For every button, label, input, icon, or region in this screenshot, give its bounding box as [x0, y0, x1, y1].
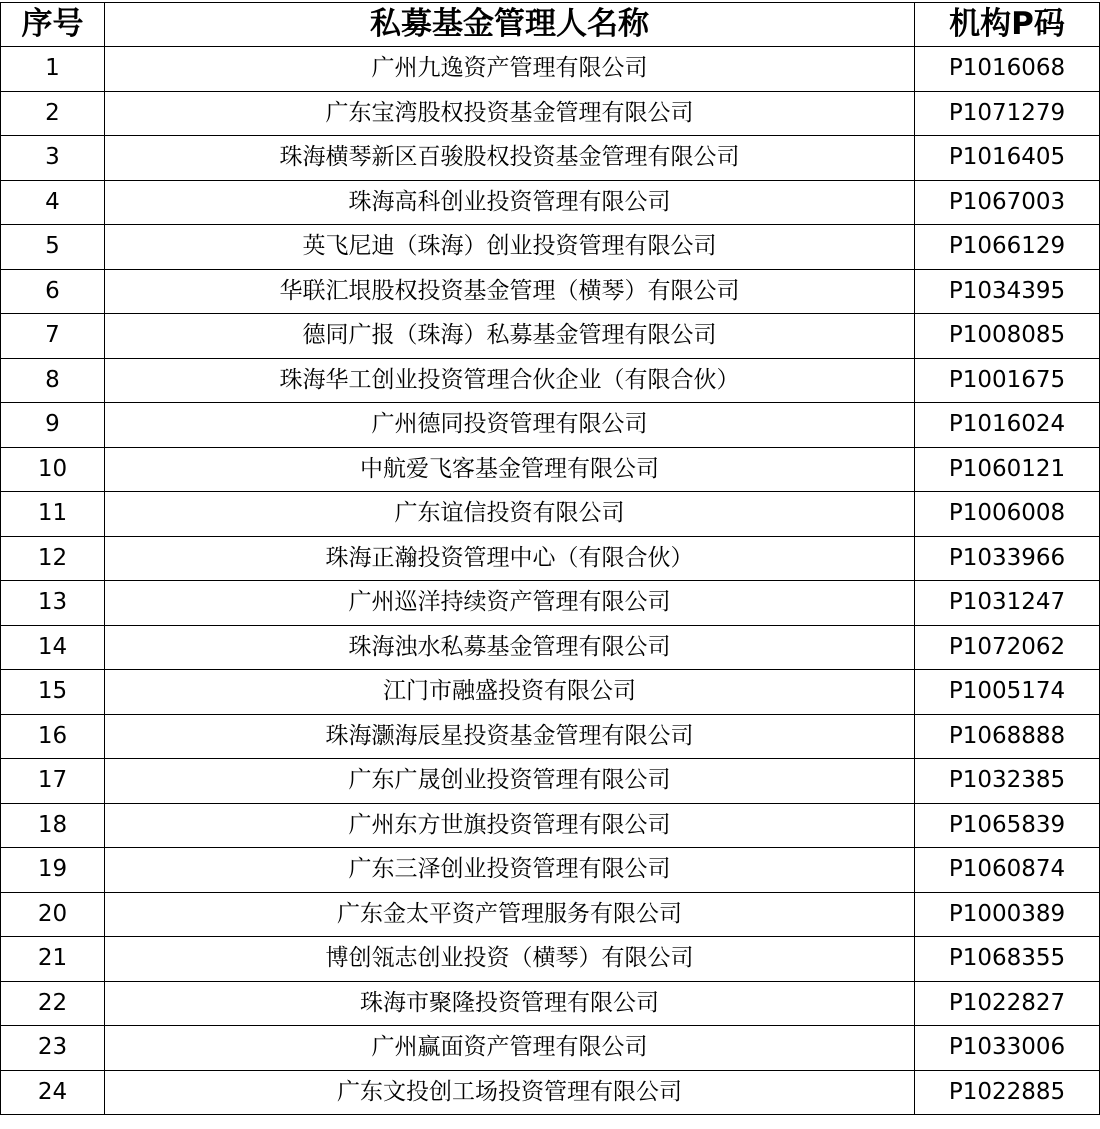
institution-code-cell: P1005174	[915, 670, 1100, 715]
manager-name-cell: 广州东方世旗投资管理有限公司	[105, 803, 915, 848]
table-row	[1, 1026, 1100, 1071]
manager-name-cell: 珠海正瀚投资管理中心（有限合伙）	[105, 536, 915, 581]
table-row	[1, 981, 1100, 1026]
row-index-cell: 14	[1, 625, 105, 670]
table-row	[1, 91, 1100, 136]
institution-code-cell: P1071279	[915, 91, 1100, 136]
row-index-cell: 4	[1, 180, 105, 225]
header-code: 机构P码	[915, 3, 1100, 47]
institution-code-cell: P1067003	[915, 180, 1100, 225]
manager-name-cell: 江门市融盛投资有限公司	[105, 670, 915, 715]
table-row	[1, 358, 1100, 403]
table-row	[1, 581, 1100, 626]
institution-code-cell: P1060874	[915, 848, 1100, 893]
row-index-cell: 12	[1, 536, 105, 581]
institution-code-cell: P1008085	[915, 314, 1100, 359]
manager-name-cell: 德同广报（珠海）私募基金管理有限公司	[105, 314, 915, 359]
institution-code-cell: P1066129	[915, 225, 1100, 270]
manager-name-cell: 博创瓴志创业投资（横琴）有限公司	[105, 937, 915, 982]
institution-code-cell: P1072062	[915, 625, 1100, 670]
row-index-cell: 22	[1, 981, 105, 1026]
institution-code-cell: P1033006	[915, 1026, 1100, 1071]
manager-name-cell: 广东金太平资产管理服务有限公司	[105, 892, 915, 937]
institution-code-cell: P1000389	[915, 892, 1100, 937]
table-row	[1, 492, 1100, 537]
row-index-cell: 23	[1, 1026, 105, 1071]
manager-name-cell: 珠海市聚隆投资管理有限公司	[105, 981, 915, 1026]
manager-name-cell: 广州德同投资管理有限公司	[105, 403, 915, 448]
institution-code-cell: P1022827	[915, 981, 1100, 1026]
row-index-cell: 13	[1, 581, 105, 626]
manager-name-cell: 广东广晟创业投资管理有限公司	[105, 759, 915, 804]
table-row	[1, 269, 1100, 314]
manager-name-cell: 广州巡洋持续资产管理有限公司	[105, 581, 915, 626]
table-row	[1, 670, 1100, 715]
header-index: 序号	[1, 3, 105, 47]
table-row	[1, 180, 1100, 225]
manager-name-cell: 英飞尼迪（珠海）创业投资管理有限公司	[105, 225, 915, 270]
institution-code-cell: P1068355	[915, 937, 1100, 982]
table-row	[1, 136, 1100, 181]
header-name: 私募基金管理人名称	[105, 3, 915, 47]
row-index-cell: 1	[1, 47, 105, 92]
row-index-cell: 17	[1, 759, 105, 804]
row-index-cell: 2	[1, 91, 105, 136]
manager-name-cell: 广州九逸资产管理有限公司	[105, 47, 915, 92]
institution-code-cell: P1016405	[915, 136, 1100, 181]
manager-name-cell: 珠海横琴新区百骏股权投资基金管理有限公司	[105, 136, 915, 181]
row-index-cell: 3	[1, 136, 105, 181]
row-index-cell: 18	[1, 803, 105, 848]
institution-code-cell: P1031247	[915, 581, 1100, 626]
row-index-cell: 9	[1, 403, 105, 448]
manager-name-cell: 广东谊信投资有限公司	[105, 492, 915, 537]
row-index-cell: 15	[1, 670, 105, 715]
row-index-cell: 5	[1, 225, 105, 270]
table-row	[1, 314, 1100, 359]
table-row	[1, 403, 1100, 448]
table-row	[1, 714, 1100, 759]
institution-code-cell: P1032385	[915, 759, 1100, 804]
row-index-cell: 10	[1, 447, 105, 492]
institution-code-cell: P1006008	[915, 492, 1100, 537]
table-row	[1, 536, 1100, 581]
table-header	[1, 3, 1100, 47]
institution-code-cell: P1022885	[915, 1070, 1100, 1115]
row-index-cell: 24	[1, 1070, 105, 1115]
manager-name-cell: 珠海华工创业投资管理合伙企业（有限合伙）	[105, 358, 915, 403]
manager-name-cell: 中航爱飞客基金管理有限公司	[105, 447, 915, 492]
table-row	[1, 803, 1100, 848]
table-row	[1, 937, 1100, 982]
institution-code-cell: P1001675	[915, 358, 1100, 403]
institution-code-cell: P1065839	[915, 803, 1100, 848]
institution-code-cell: P1016024	[915, 403, 1100, 448]
manager-name-cell: 珠海浊水私募基金管理有限公司	[105, 625, 915, 670]
institution-code-cell: P1068888	[915, 714, 1100, 759]
table-row	[1, 848, 1100, 893]
header-row	[1, 3, 1100, 47]
institution-code-cell: P1060121	[915, 447, 1100, 492]
row-index-cell: 16	[1, 714, 105, 759]
table-row	[1, 759, 1100, 804]
table-row	[1, 47, 1100, 92]
row-index-cell: 6	[1, 269, 105, 314]
table-row	[1, 892, 1100, 937]
fund-manager-table	[0, 2, 1100, 1115]
institution-code-cell: P1033966	[915, 536, 1100, 581]
manager-name-cell: 珠海高科创业投资管理有限公司	[105, 180, 915, 225]
institution-code-cell: P1034395	[915, 269, 1100, 314]
table-row	[1, 625, 1100, 670]
row-index-cell: 21	[1, 937, 105, 982]
row-index-cell: 7	[1, 314, 105, 359]
manager-name-cell: 广州赢面资产管理有限公司	[105, 1026, 915, 1071]
row-index-cell: 8	[1, 358, 105, 403]
table-row	[1, 447, 1100, 492]
manager-name-cell: 广东文投创工场投资管理有限公司	[105, 1070, 915, 1115]
row-index-cell: 19	[1, 848, 105, 893]
institution-code-cell: P1016068	[915, 47, 1100, 92]
manager-name-cell: 广东三泽创业投资管理有限公司	[105, 848, 915, 893]
row-index-cell: 11	[1, 492, 105, 537]
table-body	[1, 47, 1100, 1115]
table-row	[1, 225, 1100, 270]
row-index-cell: 20	[1, 892, 105, 937]
table-row	[1, 1070, 1100, 1115]
manager-name-cell: 华联汇垠股权投资基金管理（横琴）有限公司	[105, 269, 915, 314]
manager-name-cell: 珠海灏海辰星投资基金管理有限公司	[105, 714, 915, 759]
manager-name-cell: 广东宝湾股权投资基金管理有限公司	[105, 91, 915, 136]
